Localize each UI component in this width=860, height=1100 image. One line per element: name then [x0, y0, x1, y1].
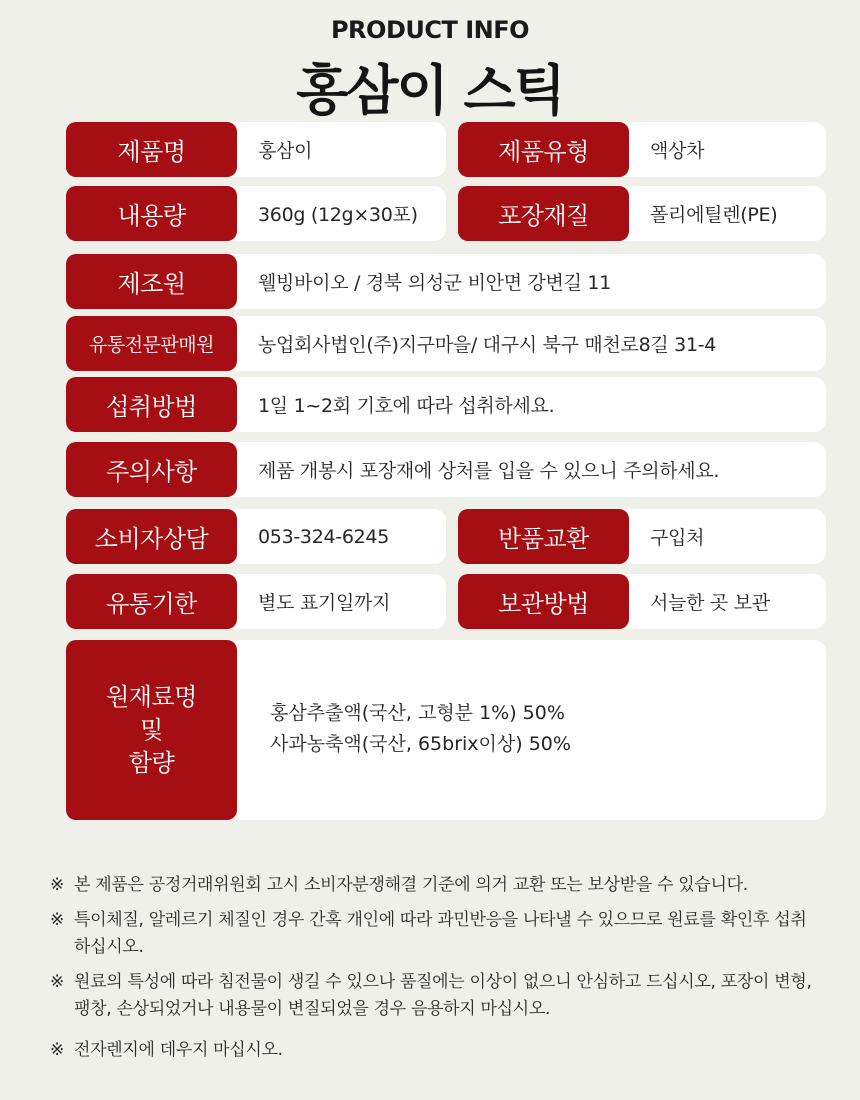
ingredient-item: 홍삼추출액(국산, 고형분 1%) 50%: [270, 702, 565, 724]
storage-label: 보관방법: [458, 574, 629, 629]
row-packaging: [458, 186, 826, 241]
consult-value: 053-324-6245: [258, 525, 389, 548]
return-value: 구입처: [650, 527, 705, 549]
return-label: 반품교환: [458, 509, 629, 564]
note-item: [50, 1037, 820, 1064]
row-expiry: [66, 574, 446, 629]
row-caution: [66, 442, 826, 497]
storage-value: 서늘한 곳 보관: [650, 592, 770, 614]
note-text: 전자렌지에 데우지 마십시오.: [74, 1040, 283, 1060]
ingredients-label-line1: 원재료명: [106, 682, 197, 711]
note-item: [50, 907, 820, 961]
manufacturer-value: 웰빙바이오 / 경북 의성군 비안면 강변길 11: [258, 272, 611, 294]
expiry-value: 별도 표기일까지: [258, 592, 391, 614]
volume-label: 내용량: [66, 186, 237, 241]
row-ingredients: [66, 640, 826, 820]
note-item: [50, 872, 820, 899]
page-title: 홍삼이 스틱: [296, 59, 564, 122]
intake-value: 1일 1~2회 기호에 따라 섭취하세요.: [258, 395, 555, 417]
row-product-type: [458, 122, 826, 177]
expiry-label: 유통기한: [66, 574, 237, 629]
ingredients-label: [66, 640, 237, 820]
note-item: [50, 969, 820, 1023]
caution-value: 제품 개봉시 포장재에 상처를 입을 수 있으니 주의하세요.: [258, 460, 720, 482]
consult-label: 소비자상담: [66, 509, 237, 564]
note-mark: ※: [50, 972, 64, 992]
row-consult: [66, 509, 446, 564]
row-distributor: [66, 316, 826, 371]
note-text: 본 제품은 공정거래위원회 고시 소비자분쟁해결 기준에 의거 교환 또는 보상받을 수 있습니다.: [74, 875, 748, 895]
packaging-label: 포장재질: [458, 186, 629, 241]
eyebrow-text: PRODUCT INFO: [330, 16, 530, 44]
caution-label: 주의사항: [66, 442, 237, 497]
note-mark: ※: [50, 875, 64, 895]
distributor-label: 유통전문판매원: [66, 316, 237, 371]
notes-section: [50, 872, 820, 1072]
product-name-value: 홍삼이: [258, 140, 313, 162]
product-name-label: 제품명: [66, 122, 237, 177]
row-return: [458, 509, 826, 564]
row-manufacturer: [66, 254, 826, 309]
ingredient-item: 사과농축액(국산, 65brix이상) 50%: [270, 733, 571, 755]
note-text: 특이체질, 알레르기 체질인 경우 간혹 개인에 따라 과민반응을 나타낼 수 있으므로 원료를 확인후 섭취하십시오.: [74, 910, 807, 957]
ingredients-label-line3: 함량: [128, 748, 175, 777]
ingredients-list: [270, 698, 571, 760]
row-storage: [458, 574, 826, 629]
note-text: 원료의 특성에 따라 침전물이 생길 수 있으나 품질에는 이상이 없으니 안심하고 드십시오, 포장이 변형, 팽창, 손상되었거나 내용물이 변질되었을 경우 음용하지 마십시오.: [74, 972, 812, 1019]
intake-label: 섭취방법: [66, 377, 237, 432]
manufacturer-label: 제조원: [66, 254, 237, 309]
product-type-label: 제품유형: [458, 122, 629, 177]
volume-value: 360g (12g×30포): [258, 204, 418, 226]
note-mark: ※: [50, 910, 64, 930]
product-type-value: 액상차: [650, 140, 705, 162]
row-product-name: [66, 122, 446, 177]
row-volume: [66, 186, 446, 241]
row-intake: [66, 377, 826, 432]
ingredients-label-line2: 및: [140, 715, 163, 744]
packaging-value: 폴리에틸렌(PE): [650, 204, 778, 226]
note-mark: ※: [50, 1040, 64, 1060]
distributor-value: 농업회사법인(주)지구마을/ 대구시 북구 매천로8길 31-4: [258, 334, 717, 356]
